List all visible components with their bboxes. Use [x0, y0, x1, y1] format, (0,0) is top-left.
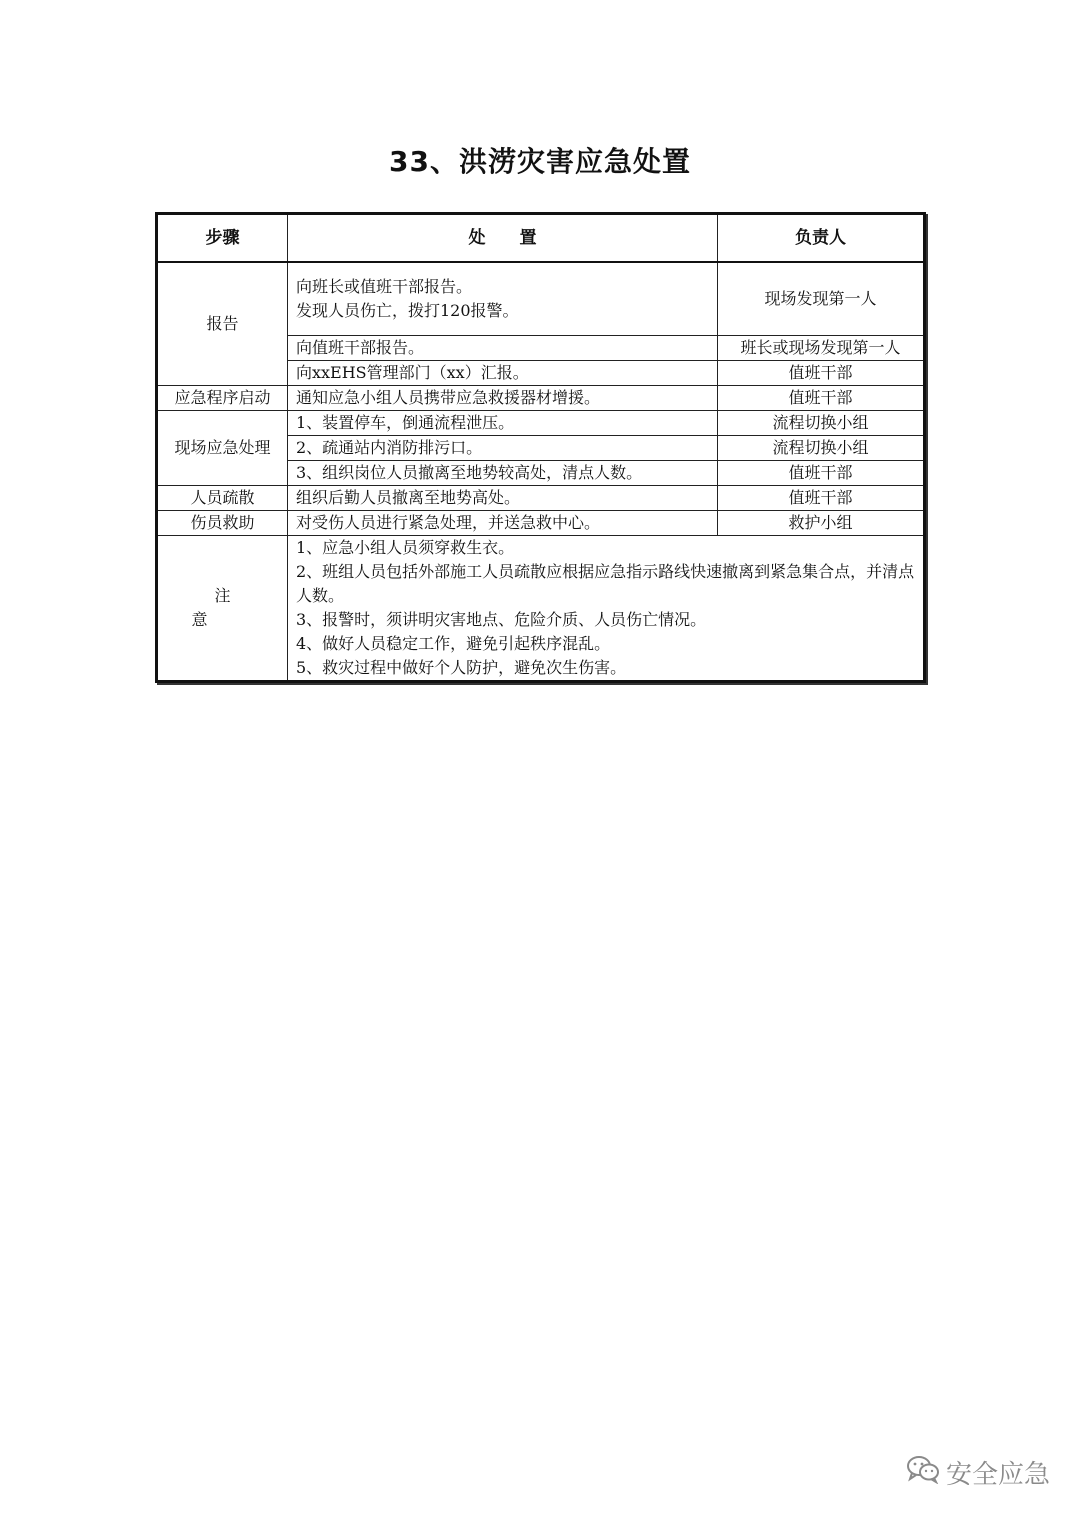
table-row	[157, 486, 925, 511]
header-action: 处 置	[288, 214, 718, 263]
header-step: 步骤	[157, 214, 288, 263]
table-row	[157, 386, 925, 411]
step-onsite: 现场应急处理	[157, 411, 288, 486]
action-text: 发现人员伤亡，拨打120报警。	[296, 301, 519, 320]
owner-cell: 值班干部	[718, 486, 925, 511]
table-row	[157, 262, 925, 336]
action-cell: 对受伤人员进行紧急处理，并送急救中心。	[288, 511, 718, 536]
step-notes	[157, 536, 288, 682]
watermark-text: 安全应急	[945, 1460, 1050, 1490]
owner-cell: 值班干部	[718, 461, 925, 486]
owner-cell: 值班干部	[718, 361, 925, 386]
note-item: 1、应急小组人员须穿救生衣。	[296, 538, 515, 557]
notes-cell	[288, 536, 925, 682]
action-cell: 1、装置停车，倒通流程泄压。	[288, 411, 718, 436]
note-item: 4、做好人员稳定工作，避免引起秩序混乱。	[296, 634, 611, 653]
owner-cell: 流程切换小组	[718, 436, 925, 461]
action-cell: 3、组织岗位人员撤离至地势较高处，清点人数。	[288, 461, 718, 486]
step-startup: 应急程序启动	[157, 386, 288, 411]
notes-label: 注意	[191, 586, 277, 629]
note-item: 5、救灾过程中做好个人防护，避免次生伤害。	[296, 658, 627, 677]
wechat-icon	[906, 1454, 940, 1491]
action-cell	[288, 262, 718, 336]
watermark	[906, 1454, 1050, 1491]
action-cell: 向值班干部报告。	[288, 336, 718, 361]
table-row	[157, 511, 925, 536]
table-header-row	[157, 214, 925, 263]
action-cell: 2、疏通站内消防排污口。	[288, 436, 718, 461]
owner-cell: 流程切换小组	[718, 411, 925, 436]
header-owner: 负责人	[718, 214, 925, 263]
emergency-procedure-table	[155, 212, 926, 683]
table-row	[157, 411, 925, 436]
step-rescue: 伤员救助	[157, 511, 288, 536]
owner-cell: 现场发现第一人	[718, 262, 925, 336]
action-cell: 通知应急小组人员携带应急救援器材增援。	[288, 386, 718, 411]
step-report: 报告	[157, 262, 288, 386]
action-cell: 组织后勤人员撤离至地势高处。	[288, 486, 718, 511]
note-item: 3、报警时，须讲明灾害地点、危险介质、人员伤亡情况。	[296, 610, 707, 629]
action-text: 向班长或值班干部报告。	[296, 277, 473, 296]
note-item: 2、班组人员包括外部施工人员疏散应根据应急指示路线快速撤离到紧急集合点，并清点人数。	[296, 562, 915, 605]
page-title: 33、洪涝灾害应急处置	[389, 145, 691, 178]
owner-cell: 值班干部	[718, 386, 925, 411]
action-cell: 向xxEHS管理部门（xx）汇报。	[288, 361, 718, 386]
owner-cell: 救护小组	[718, 511, 925, 536]
step-evacuation: 人员疏散	[157, 486, 288, 511]
table-row	[157, 536, 925, 682]
owner-cell: 班长或现场发现第一人	[718, 336, 925, 361]
